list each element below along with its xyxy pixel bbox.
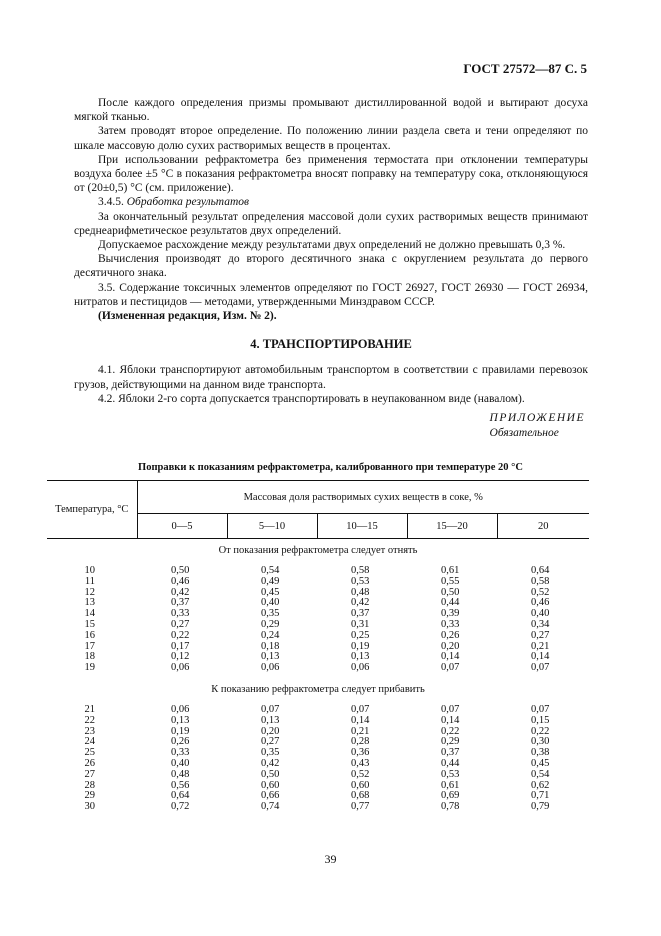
correction-cell: 0,53 bbox=[441, 768, 460, 780]
correction-cell: 0,50 bbox=[261, 768, 280, 780]
correction-cell: 0,07 bbox=[261, 703, 280, 715]
temperature-cell: 13 bbox=[84, 597, 95, 609]
correction-cell: 0,64 bbox=[531, 565, 550, 576]
correction-cell: 0,29 bbox=[441, 736, 460, 748]
correction-cell: 0,40 bbox=[261, 597, 280, 609]
correction-cell: 0,21 bbox=[351, 725, 370, 737]
subtract-section-label: От показания рефрактометра следует отнять bbox=[218, 545, 418, 556]
correction-cell: 0,35 bbox=[261, 747, 280, 759]
correction-cell: 0,50 bbox=[441, 586, 460, 598]
correction-cell: 0,64 bbox=[171, 790, 190, 802]
column-header: 10—15 bbox=[317, 514, 407, 539]
paragraph: Вычисления производят до второго десятичного знака с округлением результата до первого десятичного знака. bbox=[74, 253, 588, 280]
temperature-cell: 19 bbox=[84, 662, 95, 674]
correction-cell: 0,29 bbox=[261, 618, 280, 630]
temperature-cell: 14 bbox=[84, 608, 95, 620]
correction-cell: 0,33 bbox=[171, 608, 190, 620]
table-row bbox=[47, 642, 589, 653]
correction-cell: 0,07 bbox=[531, 703, 550, 715]
correction-cell: 0,07 bbox=[531, 662, 550, 674]
correction-cell: 0,45 bbox=[531, 757, 550, 769]
correction-cell: 0,52 bbox=[531, 586, 550, 598]
temperature-cell: 28 bbox=[84, 779, 95, 791]
correction-cell: 0,55 bbox=[441, 575, 460, 587]
correction-cell: 0,13 bbox=[261, 651, 280, 663]
correction-cell: 0,22 bbox=[531, 725, 550, 737]
add-section-label: К показанию рефрактометра следует прибавить bbox=[211, 683, 425, 695]
correction-cell: 0,68 bbox=[351, 790, 370, 802]
correction-cell: 0,53 bbox=[351, 575, 370, 587]
correction-cell: 0,06 bbox=[261, 662, 280, 674]
correction-cell: 0,42 bbox=[351, 597, 370, 609]
correction-cell: 0,56 bbox=[171, 779, 190, 791]
correction-cell: 0,58 bbox=[531, 575, 550, 587]
correction-cell: 0,27 bbox=[261, 736, 280, 748]
table-row bbox=[47, 652, 589, 663]
correction-cell: 0,28 bbox=[351, 736, 370, 748]
correction-cell: 0,54 bbox=[261, 565, 280, 576]
correction-cell: 0,48 bbox=[171, 768, 190, 780]
table-row bbox=[47, 716, 589, 727]
correction-cell: 0,31 bbox=[351, 618, 370, 630]
correction-cell: 0,33 bbox=[171, 747, 190, 759]
correction-cell: 0,20 bbox=[261, 725, 280, 737]
correction-cell: 0,34 bbox=[531, 618, 550, 630]
correction-cell: 0,78 bbox=[441, 801, 460, 813]
correction-cell: 0,54 bbox=[531, 768, 550, 780]
correction-cell: 0,61 bbox=[441, 779, 460, 791]
correction-cell: 0,17 bbox=[171, 640, 190, 652]
correction-cell: 0,77 bbox=[351, 801, 370, 813]
temperature-cell: 25 bbox=[84, 747, 95, 759]
table-row bbox=[47, 598, 589, 609]
correction-cell: 0,25 bbox=[351, 629, 370, 641]
table-caption: Поправки к показаниям рефрактометра, калиброванного при температуре 20 °С bbox=[138, 462, 523, 473]
appendix-status: Обязательное bbox=[489, 427, 559, 439]
table-row bbox=[47, 781, 589, 792]
paragraph: Допускаемое расхождение между результатами двух определений не должно превышать 0,3 %. bbox=[98, 239, 566, 252]
correction-cell: 0,27 bbox=[531, 629, 550, 641]
correction-cell: 0,58 bbox=[351, 565, 370, 576]
table-row bbox=[47, 705, 589, 716]
correction-cell: 0,21 bbox=[531, 640, 550, 652]
correction-table bbox=[47, 480, 589, 813]
correction-cell: 0,14 bbox=[351, 714, 370, 726]
correction-cell: 0,79 bbox=[531, 801, 550, 813]
correction-cell: 0,20 bbox=[441, 640, 460, 652]
temperature-cell: 30 bbox=[84, 801, 95, 813]
paragraph: При использовании рефрактометра без применения термостата при отклонении температуры воздуха более ±5 °С в показания рефрактометра вносят поправку на температуру сока, отклоняющуюся от (20±0,5) °С (см. приложение). bbox=[74, 153, 588, 195]
column-header: 20 bbox=[497, 514, 589, 539]
correction-cell: 0,37 bbox=[351, 608, 370, 620]
correction-cell: 0,66 bbox=[261, 790, 280, 802]
correction-cell: 0,13 bbox=[261, 714, 280, 726]
paragraph: 3.5. Содержание токсичных элементов определяют по ГОСТ 26927, ГОСТ 26930 — ГОСТ 26934, нитратов и пестицидов — методами, утвержденными Минздравом СССР. bbox=[74, 281, 588, 308]
correction-cell: 0,13 bbox=[351, 651, 370, 663]
correction-cell: 0,52 bbox=[351, 768, 370, 780]
correction-cell: 0,61 bbox=[441, 565, 460, 576]
correction-cell: 0,22 bbox=[441, 725, 460, 737]
amendment-note: (Измененная редакция, Изм. № 2). bbox=[98, 310, 277, 323]
temperature-cell: 24 bbox=[84, 736, 95, 748]
body-text bbox=[74, 96, 588, 406]
table-row bbox=[47, 620, 589, 631]
page-header: ГОСТ 27572—87 С. 5 bbox=[463, 61, 587, 76]
correction-cell: 0,71 bbox=[531, 790, 550, 802]
correction-cell: 0,46 bbox=[171, 575, 190, 587]
correction-cell: 0,36 bbox=[351, 747, 370, 759]
correction-cell: 0,42 bbox=[261, 757, 280, 769]
correction-cell: 0,07 bbox=[441, 703, 460, 715]
correction-cell: 0,69 bbox=[441, 790, 460, 802]
correction-cell: 0,74 bbox=[261, 801, 280, 813]
temperature-cell: 29 bbox=[84, 790, 95, 802]
correction-cell: 0,50 bbox=[171, 565, 190, 576]
temperature-header: Температура, °С bbox=[47, 481, 137, 539]
table-row bbox=[47, 566, 589, 577]
correction-cell: 0,39 bbox=[441, 608, 460, 620]
correction-cell: 0,48 bbox=[351, 586, 370, 598]
correction-cell: 0,38 bbox=[531, 747, 550, 759]
correction-cell: 0,60 bbox=[261, 779, 280, 791]
correction-cell: 0,12 bbox=[171, 651, 190, 663]
correction-cell: 0,37 bbox=[171, 597, 190, 609]
temperature-cell: 15 bbox=[84, 618, 95, 630]
correction-cell: 0,44 bbox=[441, 597, 460, 609]
temperature-cell: 16 bbox=[84, 629, 95, 641]
correction-cell: 0,26 bbox=[441, 629, 460, 641]
correction-cell: 0,46 bbox=[531, 597, 550, 609]
table-row bbox=[47, 748, 589, 759]
correction-cell: 0,27 bbox=[171, 618, 190, 630]
temperature-cell: 11 bbox=[84, 575, 95, 587]
paragraph: 4.1. Яблоки транспортируют автомобильным транспортом в соответствии с правилами перевозок грузов, действующими на данном виде транспорта. bbox=[74, 364, 588, 391]
table-row bbox=[47, 631, 589, 642]
correction-cell: 0,44 bbox=[441, 757, 460, 769]
correction-cell: 0,06 bbox=[351, 662, 370, 674]
correction-cell: 0,62 bbox=[531, 779, 550, 791]
temperature-cell: 22 bbox=[84, 714, 95, 726]
correction-cell: 0,14 bbox=[441, 651, 460, 663]
correction-cell: 0,07 bbox=[441, 662, 460, 674]
table-row bbox=[47, 588, 589, 599]
correction-cell: 0,15 bbox=[531, 714, 550, 726]
correction-cell: 0,72 bbox=[171, 801, 190, 813]
correction-cell: 0,40 bbox=[171, 757, 190, 769]
correction-cell: 0,22 bbox=[171, 629, 190, 641]
correction-cell: 0,30 bbox=[531, 736, 550, 748]
temperature-cell: 12 bbox=[84, 586, 95, 598]
correction-cell: 0,45 bbox=[261, 586, 280, 598]
table-row bbox=[47, 577, 589, 588]
table-row bbox=[47, 737, 589, 748]
correction-cell: 0,07 bbox=[351, 703, 370, 715]
table-row bbox=[47, 759, 589, 770]
correction-cell: 0,14 bbox=[441, 714, 460, 726]
table-row bbox=[47, 791, 589, 802]
subsection-number: 3.4.5. bbox=[98, 196, 124, 209]
subsection-345 bbox=[74, 195, 588, 209]
correction-cell: 0,14 bbox=[531, 651, 550, 663]
temperature-cell: 17 bbox=[84, 640, 95, 652]
correction-cell: 0,06 bbox=[171, 703, 190, 715]
temperature-cell: 18 bbox=[84, 651, 95, 663]
table-row bbox=[47, 802, 589, 813]
table-row bbox=[47, 727, 589, 738]
correction-cell: 0,49 bbox=[261, 575, 280, 587]
paragraph: 4.2. Яблоки 2-го сорта допускается транспортировать в неупакованном виде (навалом). bbox=[98, 392, 525, 405]
subsection-title: Обработка результатов bbox=[126, 196, 249, 209]
appendix-label bbox=[490, 411, 585, 441]
correction-cell: 0,19 bbox=[171, 725, 190, 737]
mass-fraction-header: Массовая доля растворимых сухих веществ в соке, % bbox=[137, 481, 589, 514]
correction-cell: 0,06 bbox=[171, 662, 190, 674]
correction-cell: 0,40 bbox=[531, 608, 550, 620]
temperature-cell: 10 bbox=[84, 565, 95, 576]
temperature-cell: 27 bbox=[84, 768, 95, 780]
correction-cell: 0,26 bbox=[171, 736, 190, 748]
temperature-cell: 26 bbox=[84, 757, 95, 769]
correction-cell: 0,43 bbox=[351, 757, 370, 769]
correction-cell: 0,19 bbox=[351, 640, 370, 652]
correction-cell: 0,18 bbox=[261, 640, 280, 652]
correction-cell: 0,13 bbox=[171, 714, 190, 726]
page-number: 39 bbox=[324, 852, 337, 866]
column-header: 15—20 bbox=[407, 514, 497, 539]
temperature-cell: 21 bbox=[84, 703, 95, 715]
temperature-cell: 23 bbox=[84, 725, 95, 737]
correction-cell: 0,42 bbox=[171, 586, 190, 598]
section-title: 4. ТРАНСПОРТИРОВАНИЕ bbox=[250, 337, 412, 352]
correction-cell: 0,37 bbox=[441, 747, 460, 759]
paragraph: После каждого определения призмы промывают дистиллированной водой и вытирают досуха мягкой тканью. bbox=[74, 97, 588, 124]
table-row bbox=[47, 663, 589, 674]
paragraph: Затем проводят второе определение. По положению линии раздела света и тени определяют по шкале массовую долю сухих растворимых веществ в процентах. bbox=[74, 125, 588, 152]
table-row bbox=[47, 609, 589, 620]
correction-cell: 0,33 bbox=[441, 618, 460, 630]
correction-cell: 0,24 bbox=[261, 629, 280, 641]
correction-cell: 0,35 bbox=[261, 608, 280, 620]
paragraph: За окончательный результат определения массовой доли сухих растворимых веществ принимают среднеарифметическое результатов двух определений. bbox=[74, 210, 588, 237]
column-header: 5—10 bbox=[227, 514, 317, 539]
column-header: 0—5 bbox=[137, 514, 227, 539]
correction-cell: 0,60 bbox=[351, 779, 370, 791]
table-row bbox=[47, 770, 589, 781]
appendix-title: ПРИЛОЖЕНИЕ bbox=[489, 412, 585, 424]
